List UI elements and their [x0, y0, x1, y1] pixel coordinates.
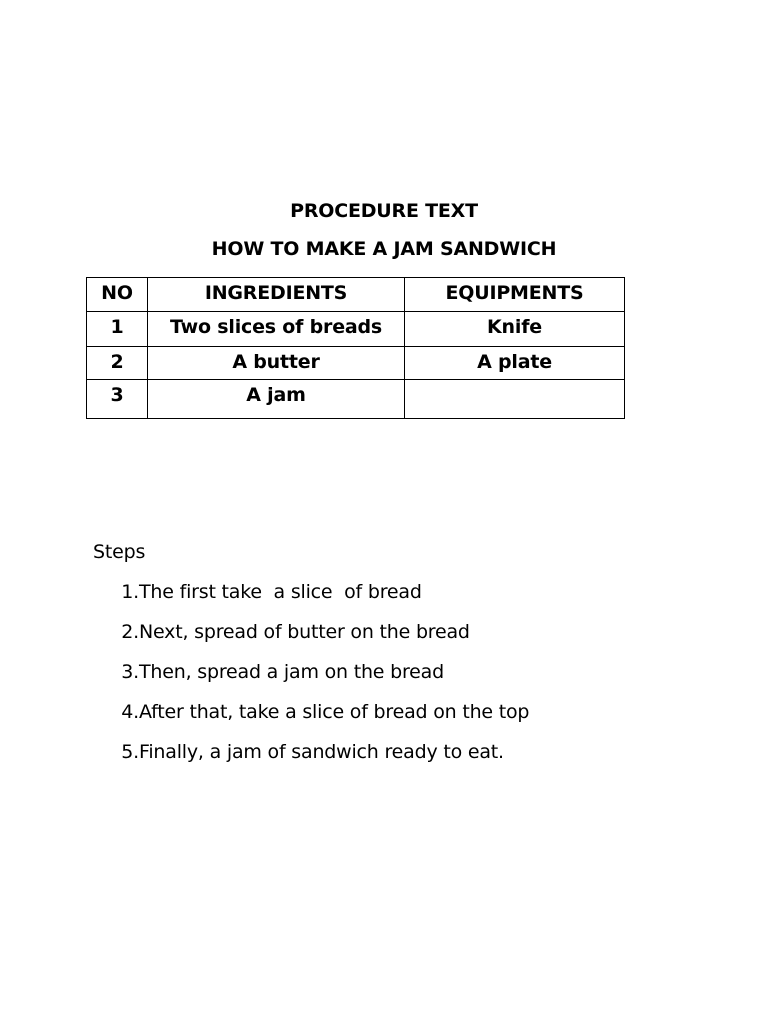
table-cell-equipment: A plate [405, 347, 625, 380]
table-row [87, 347, 625, 380]
table-header-no: NO [87, 278, 148, 312]
list-item [93, 620, 529, 660]
list-item [93, 580, 529, 620]
step-text: Then, spread a jam on the bread [139, 661, 444, 683]
document-title: PROCEDURE TEXT [290, 200, 478, 222]
step-number: 1. [121, 581, 139, 603]
table-row [87, 312, 625, 347]
step-number: 3. [121, 661, 139, 683]
step-number: 4. [121, 701, 139, 723]
step-text: Next, spread of butter on the bread [139, 621, 470, 643]
step-text: The first take a slice of bread [139, 581, 422, 603]
steps-list [93, 580, 529, 780]
step-number: 2. [121, 621, 139, 643]
step-number: 5. [121, 741, 139, 763]
table-cell-equipment [405, 380, 625, 419]
table-cell-no: 3 [87, 380, 148, 419]
table-header-equipments: EQUIPMENTS [405, 278, 625, 312]
table-cell-ingredient: A jam [148, 380, 405, 419]
ingredients-table [86, 277, 625, 419]
table-header-ingredients: INGREDIENTS [148, 278, 405, 312]
table-cell-equipment: Knife [405, 312, 625, 347]
table-header-row [87, 278, 625, 312]
steps-heading: Steps [93, 541, 146, 563]
step-text: After that, take a slice of bread on the top [139, 701, 530, 723]
table-row [87, 380, 625, 419]
list-item [93, 740, 529, 780]
table-cell-no: 1 [87, 312, 148, 347]
step-text: Finally, a jam of sandwich ready to eat. [139, 741, 504, 763]
list-item [93, 660, 529, 700]
table-cell-no: 2 [87, 347, 148, 380]
table-cell-ingredient: A butter [148, 347, 405, 380]
table-cell-ingredient: Two slices of breads [148, 312, 405, 347]
document-subtitle: HOW TO MAKE A JAM SANDWICH [211, 238, 557, 260]
list-item [93, 700, 529, 740]
